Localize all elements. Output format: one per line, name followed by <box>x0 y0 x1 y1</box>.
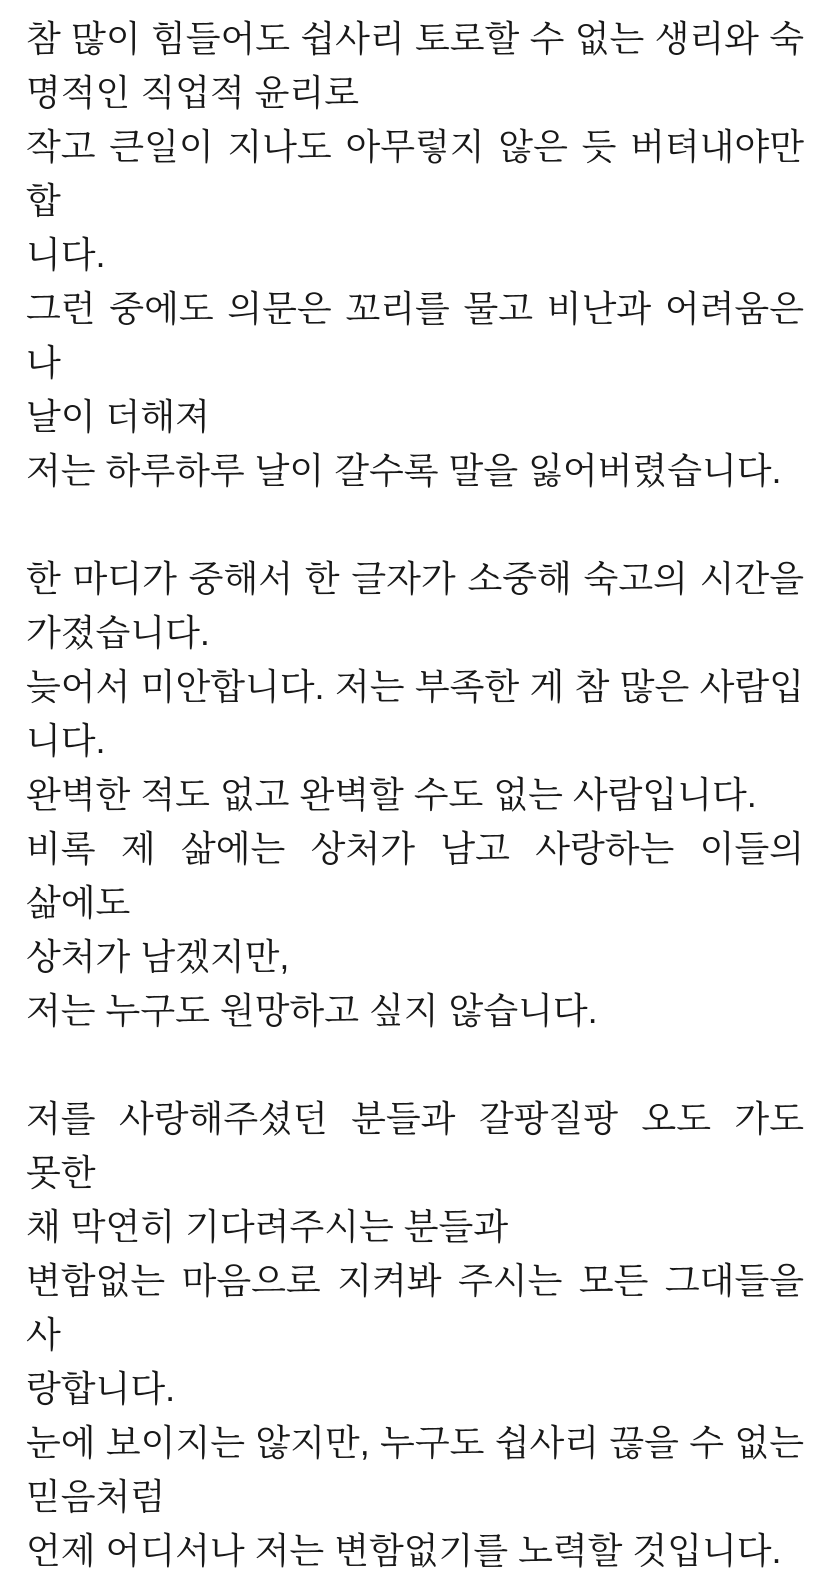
text-line: 완벽한 적도 없고 완벽할 수도 없는 사람입니다. <box>26 774 757 815</box>
text-line: 비록 제 삶에는 상처가 남고 사랑하는 이들의 삶에도 <box>26 828 804 923</box>
paragraph-3 <box>26 1092 804 1578</box>
text-line: 명적인 직업적 윤리로 <box>26 72 359 113</box>
text-line: 상처가 남겠지만, <box>26 936 290 977</box>
text-line: 채 막연히 기다려주시는 분들과 <box>26 1206 509 1247</box>
text-line: 저는 하루하루 날이 갈수록 말을 잃어버렸습니다. <box>26 450 782 491</box>
text-line: 참 많이 힘들어도 쉽사리 토로할 수 없는 생리와 숙 <box>26 18 804 59</box>
text-line: 가졌습니다. <box>26 612 210 653</box>
text-line: 니다. <box>26 234 106 275</box>
text-line: 작고 큰일이 지나도 아무렇지 않은 듯 버텨내야만 합 <box>26 126 804 221</box>
text-line: 변함없는 마음으로 지켜봐 주시는 모든 그대들을 사 <box>26 1260 804 1355</box>
text-line: 저는 누구도 원망하고 싶지 않습니다. <box>26 990 598 1031</box>
text-line: 한 마디가 중해서 한 글자가 소중해 숙고의 시간을 <box>26 558 804 599</box>
text-line: 랑합니다. <box>26 1368 176 1409</box>
text-line: 믿음처럼 <box>26 1476 166 1517</box>
text-line: 눈에 보이지는 않지만, 누구도 쉽사리 끊을 수 없는 <box>26 1422 804 1463</box>
text-line: 늦어서 미안합니다. 저는 부족한 게 참 많은 사람입 <box>26 666 804 707</box>
paragraph-2 <box>26 552 804 1038</box>
text-line: 날이 더해져 <box>26 396 210 437</box>
paragraph-1 <box>26 12 804 498</box>
text-line: 니다. <box>26 720 106 761</box>
text-line: 저를 사랑해주셨던 분들과 갈팡질팡 오도 가도 못한 <box>26 1098 804 1193</box>
text-line: 그런 중에도 의문은 꼬리를 물고 비난과 어려움은 나 <box>26 288 804 383</box>
text-line: 언제 어디서나 저는 변함없기를 노력할 것입니다. <box>26 1530 782 1571</box>
